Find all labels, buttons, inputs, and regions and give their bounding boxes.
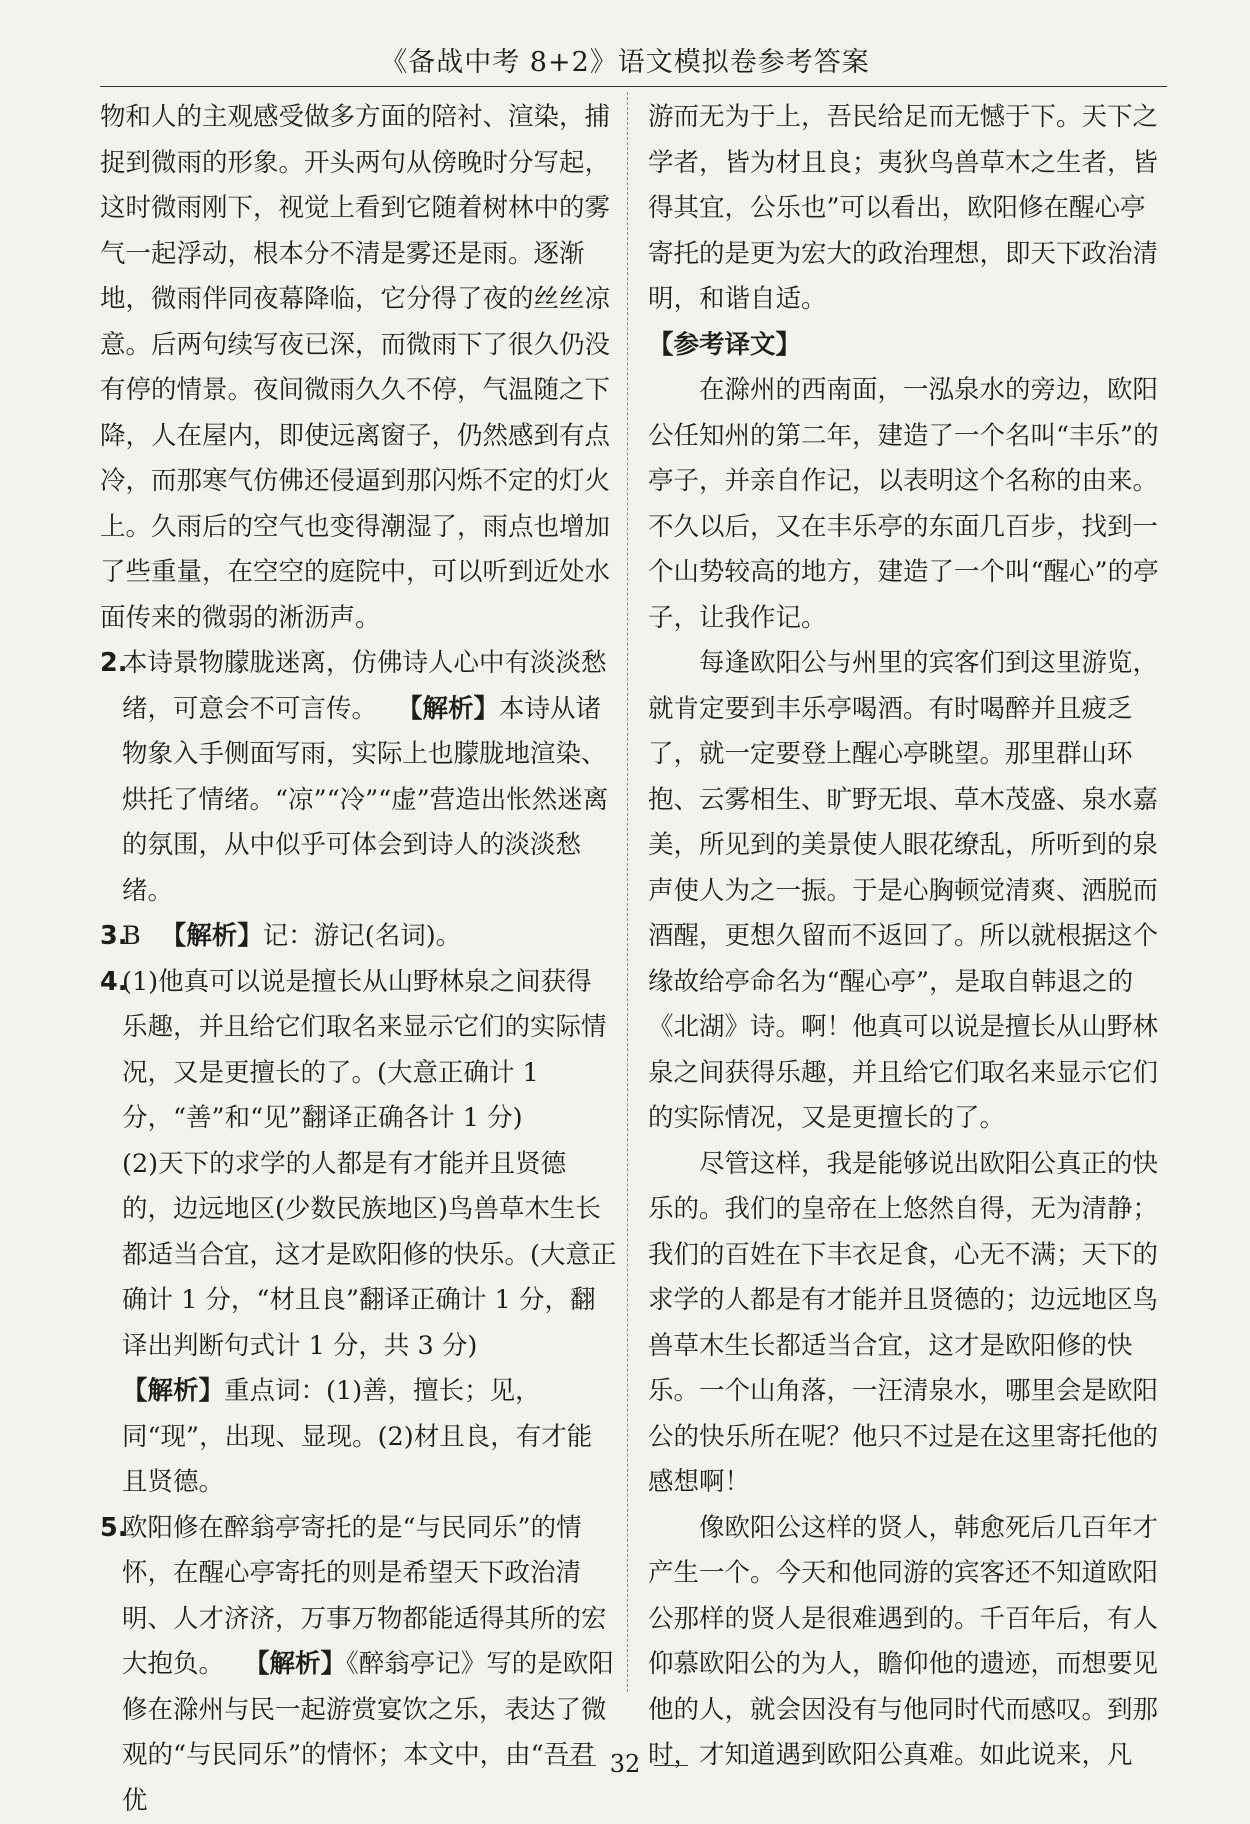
header-rule (100, 86, 1167, 87)
translation-paragraph: 尽管这样，我是能够说出欧阳公真正的快乐的。我们的皇帝在上悠然自得，无为清静；我们的百姓在下丰衣足食，心无不满；天下的求学的人都是有才能并且贤德的；边远地区鸟兽草木生长都适当合宜，这才是欧阳修的快乐。一个山角落，一汪清泉水，哪里会是欧阳公的快乐所在呢？他只不过是在这里寄托他的感想啊！ (648, 1142, 1165, 1506)
item-number: 3. (100, 914, 122, 960)
item-number: 2. (100, 641, 122, 914)
reference-translation-title: 【参考译文】 (648, 323, 1165, 369)
left-column (100, 95, 617, 1824)
translation-paragraph: 像欧阳公这样的贤人，韩愈死后几百年才产生一个。今天和他同游的宾客还不知道欧阳公那样的贤人是很难遇到的。千百年后，有人仰慕欧阳公的为人，瞻仰他的遗迹，而想要见他的人，就会因没有与他同时代而感叹。到那时，才知道遇到欧阳公真难。如此说来，凡 (648, 1506, 1165, 1779)
answer-continuation: 物和人的主观感受做多方面的陪衬、渲染，捕捉到微雨的形象。开头两句从傍晚时分写起，这时微雨刚下，视觉上看到它随着树林中的雾气一起浮动，根本分不清是雾还是雨。逐渐地，微雨伴同夜幕降临，它分得了夜的丝丝凉意。后两句续写夜已深，而微雨下了很久仍没有停的情景。夜间微雨久久不停，气温随之下降，人在屋内，即使远离窗子，仍然感到有点冷，而那寒气仿佛还侵逼到那闪烁不定的灯火上。久雨后的空气也变得潮湿了，雨点也增加了些重量，在空空的庭院中，可以听到近处水面传来的微弱的淅沥声。 (100, 95, 617, 641)
analysis-tag: 【解析】 (161, 921, 263, 951)
answer-item-4 (100, 960, 617, 1506)
item-number: 4. (100, 960, 122, 1506)
analysis-continuation: 游而无为于上，吾民给足而无憾于下。天下之学者，皆为材且良；夷狄鸟兽草木之生者，皆得其宜，公乐也”可以看出，欧阳修在醒心亭寄托的是更为宏大的政治理想，即天下政治清明，和谐自适。 (648, 95, 1165, 323)
analysis-tag: 【解析】 (122, 1376, 224, 1406)
answer-text: 欧阳修在醉翁亭寄托的是“与民同乐”的情怀，在醒心亭寄托的则是希望天下政治清明、人才济济，万事万物都能适得其所的宏大抱负。 (122, 1513, 607, 1680)
item-number: 5. (100, 1506, 122, 1824)
column-divider (627, 92, 628, 1692)
analysis-text: 《醉翁亭记》写的是欧阳修在滁州与民一起游赏宴饮之乐，表达了微观的“与民同乐”的情怀；本文中，由“吾君优 (122, 1649, 614, 1816)
analysis-text: 重点词：(1)善，擅长；见，同“现”，出现、显现。(2)材且良，有才能且贤德。 (122, 1376, 592, 1497)
answer-item-3 (100, 914, 617, 960)
page-footer (0, 1750, 1250, 1778)
analysis-text: 本诗从诸物象入手侧面写雨，实际上也朦胧地渲染、烘托了情绪。“凉”“冷”“虚”营造出怅然迷离的氛围，从中似乎可体会到诗人的淡淡愁绪。 (122, 694, 608, 906)
footer-dash-left (562, 1765, 596, 1766)
answer-item-2 (100, 641, 617, 914)
analysis-tag: 【解析】 (244, 1649, 346, 1679)
answer-part-1: (1)他真可以说是擅长从山野林泉之间获得乐趣，并且给它们取名来显示它们的实际情况，又是更擅长的了。(大意正确计 1 分，“善”和“见”翻译正确各计 1 分) (122, 960, 617, 1142)
answer-text: 本诗景物朦胧迷离，仿佛诗人心中有淡淡愁绪，可意会不可言传。 (122, 648, 607, 724)
analysis-tag: 【解析】 (397, 694, 499, 724)
analysis-text: 记：游记(名词)。 (263, 921, 461, 951)
answer-part-2: (2)天下的求学的人都是有才能并且贤德的，边远地区(少数民族地区)鸟兽草木生长都适当合宜，这才是欧阳修的快乐。(大意正确计 1 分，“材且良”翻译正确计 1 分，翻译出判断句式计 1 分，共 3 分) (122, 1142, 617, 1370)
page-number: 32 (610, 1750, 641, 1778)
translation-paragraph: 每逢欧阳公与州里的宾客们到这里游览，就肯定要到丰乐亭喝酒。有时喝醉并且疲乏了，就一定要登上醒心亭眺望。那里群山环抱、云雾相生、旷野无垠、草木茂盛、泉水嘉美，所见到的美景使人眼花缭乱，所听到的泉声使人为之一振。于是心胸顿觉清爽、洒脱而酒醒，更想久留而不返回了。所以就根据这个缘故给亭命名为“醒心亭”，是取自韩退之的《北湖》诗。啊！他真可以说是擅长从山野林泉之间获得乐趣，并且给它们取名来显示它们的实际情况，又是更擅长的了。 (648, 641, 1165, 1142)
right-column (648, 95, 1165, 1779)
translation-paragraph: 在滁州的西南面，一泓泉水的旁边，欧阳公任知州的第二年，建造了一个名叫“丰乐”的亭子，并亲自作记，以表明这个名称的由来。不久以后，又在丰乐亭的东面几百步，找到一个山势较高的地方，建造了一个叫“醒心”的亭子，让我作记。 (648, 368, 1165, 641)
footer-dash-right (654, 1765, 688, 1766)
answer-choice: B (122, 921, 141, 951)
page-header-title: 《备战中考 8+2》语文模拟卷参考答案 (0, 40, 1250, 79)
